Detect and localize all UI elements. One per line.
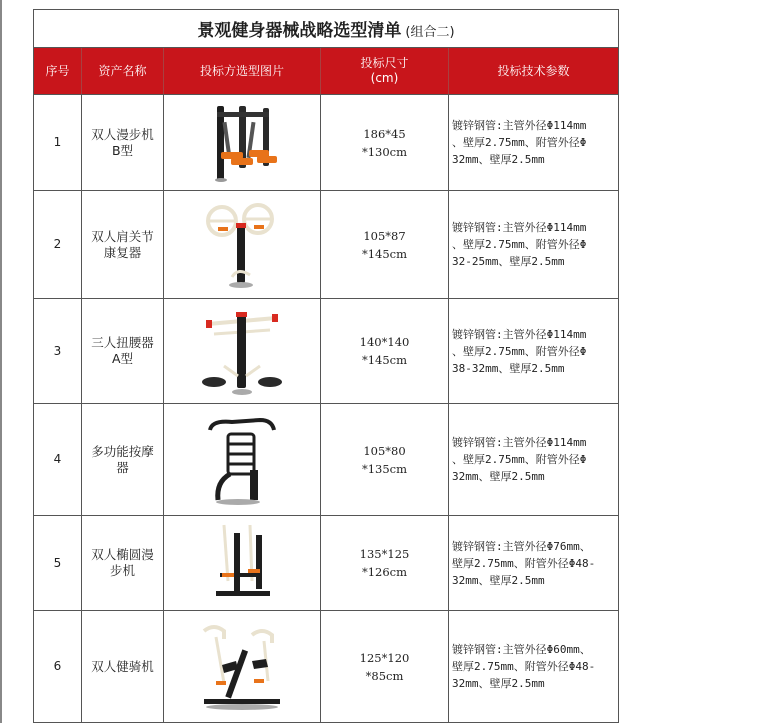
tech-text: 镀锌钢管:主管外径Φ114mm 、壁厚2.75mm、附管外径Φ 32mm、壁厚2.5mm [452,119,587,166]
size-text: 135*125 *126cm [359,547,410,579]
equipment-table [33,9,619,723]
row-image-cell [164,95,321,190]
asset-name-text: 双人椭圆漫 步机 [91,547,154,578]
row-index: 3 [34,299,82,403]
row-asset-name [82,191,164,298]
row-image-cell [164,611,321,722]
row-asset-name [82,299,164,403]
size-text: 125*120 *85cm [359,650,410,683]
tech-text: 镀锌钢管:主管外径Φ114mm 、壁厚2.75mm、附管外径Φ 38-32mm、壁厚2.5mm [452,327,587,375]
size-text: 105*80 *135cm [361,443,408,476]
row-asset-name [82,516,164,610]
size-text: 186*45 *130cm [361,126,408,159]
double-walker-image [197,100,287,186]
elliptical-walker-image [202,521,282,605]
shoulder-wheel-image [192,197,292,293]
table-header-row [34,48,618,95]
tech-text: 镀锌钢管:主管外径Φ114mm 、壁厚2.75mm、附管外径Φ 32mm、壁厚2.5mm [452,436,587,483]
size-text: 105*87 *145cm [361,228,408,261]
header-image: 投标方选型图片 [164,48,321,94]
table-row [34,404,618,516]
tech-text: 镀锌钢管:主管外径Φ60mm、 壁厚2.75mm、附管外径Φ48- 32mm、壁厚2.5mm [452,643,596,690]
row-size [321,191,449,298]
table-row [34,611,618,723]
row-tech [449,95,618,190]
row-tech [449,299,618,403]
table-subtitle: (组合二) [405,25,455,40]
table-row [34,95,618,191]
table-row [34,299,618,404]
row-asset-name [82,95,164,190]
tech-text: 镀锌钢管:主管外径Φ114mm 、壁厚2.75mm、附管外径Φ 32-25mm、壁厚2.5mm [452,221,587,268]
row-tech [449,404,618,515]
page-left-edge [0,0,2,723]
asset-name-text: 多功能按摩 器 [91,443,154,475]
row-size [321,516,449,610]
table-row [34,516,618,611]
row-asset-name [82,404,164,515]
header-tech: 投标技术参数 [497,63,570,78]
asset-name-text: 双人健骑机 [91,658,154,674]
row-image-cell [164,404,321,515]
size-text: 140*140 *145cm [359,335,410,367]
header-index: 序号 [34,48,82,94]
row-index: 6 [34,611,82,722]
row-index: 2 [34,191,82,298]
row-tech [449,516,618,610]
header-size [321,48,449,94]
asset-name-text: 双人漫步机 B型 [91,126,154,158]
header-asset-name: 资产名称 [82,48,164,94]
row-size [321,404,449,515]
tech-text: 镀锌钢管:主管外径Φ76mm、 壁厚2.75mm、附管外径Φ48- 32mm、壁厚2.5mm [452,539,596,587]
row-index: 4 [34,404,82,515]
row-tech [449,191,618,298]
row-image-cell [164,191,321,298]
row-index: 5 [34,516,82,610]
row-size [321,299,449,403]
row-image-cell [164,516,321,610]
row-asset-name [82,611,164,722]
row-size [321,95,449,190]
table-row [34,191,618,299]
table-title: 景观健身器械战略选型清单 [197,21,402,41]
header-size-label: 投标尺寸 (cm) [360,56,409,85]
rider-machine-image [194,621,290,713]
asset-name-text: 三人扭腰器 A型 [91,335,154,366]
row-image-cell [164,299,321,403]
row-size [321,611,449,722]
row-tech [449,611,618,722]
asset-name-text: 双人肩关节 康复器 [91,228,154,260]
table-title-row [34,10,618,48]
row-index: 1 [34,95,82,190]
waist-twister-image [194,304,290,398]
massager-image [202,412,282,508]
